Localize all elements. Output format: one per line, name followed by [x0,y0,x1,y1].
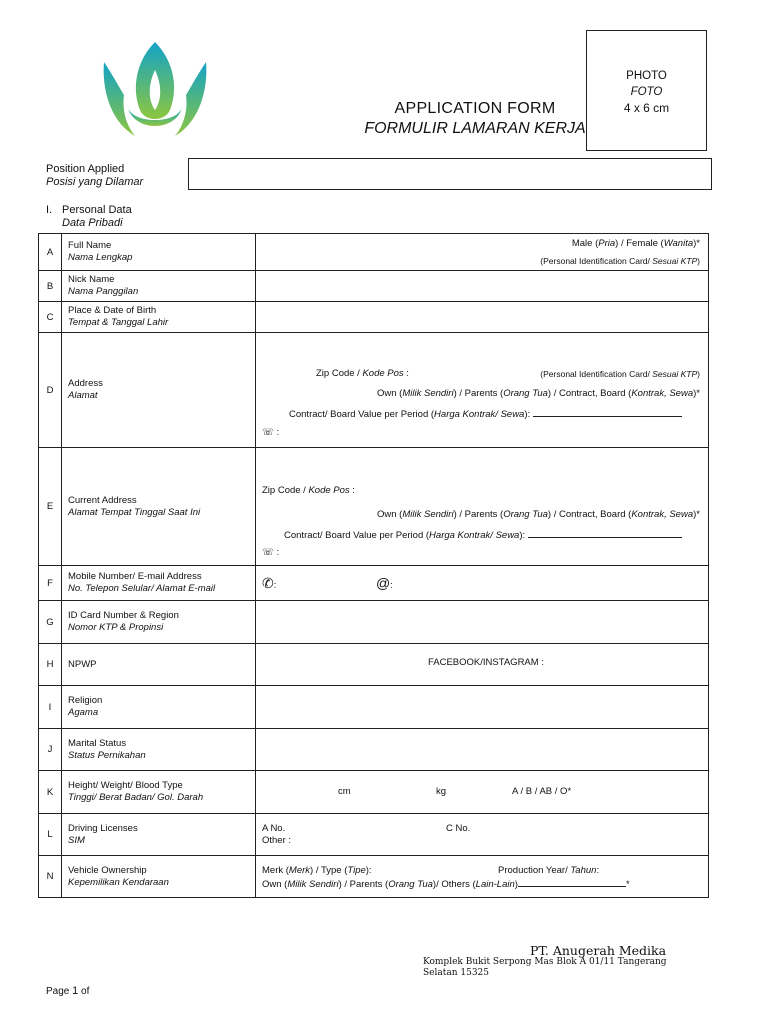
row-letter: I [39,686,62,729]
ktp-note [540,369,700,379]
row-religion [39,686,709,729]
own-text: Own ( [377,388,403,399]
contract-id: Harga Kontrak/ Sewa [434,409,525,420]
logo-petal-left [104,62,135,136]
gender-text-mid: ) / Female ( [615,238,664,249]
ownership-options[interactable] [377,509,700,520]
logo-petal-right [175,62,206,136]
section-title-id: Data Pribadi [62,217,123,229]
ktp-note-id: Sesuai KTP [652,256,698,266]
ktp-note [540,256,700,266]
phone-sep: : [273,427,280,438]
email-icon: @ [376,575,391,591]
mobile-phone-icon: ✆ [262,575,274,591]
row-label [62,644,256,686]
ktp-note-suffix: ) [697,256,700,266]
contract-text: ): [519,530,526,541]
merk-text: ): [365,865,372,876]
row-address [39,333,709,448]
zip-prefix: Zip Code / [262,485,309,496]
row-label [62,814,256,856]
email-sep: : [390,580,393,591]
label-en: ID Card Number & Region [68,610,179,621]
address-field[interactable] [256,333,709,448]
section-title-en: Personal Data [62,204,132,216]
label-id: Nama Panggilan [68,286,139,297]
title-indonesian: FORMULIR LAMARAN KERJA [364,120,586,137]
own-text: )* [693,509,700,520]
row-contact [39,566,709,601]
license-a-label: A No. [262,823,286,834]
label-en: NPWP [68,658,97,670]
company-address: Komplek Bukit Serpong Mas Blok A 01/11 Tangerang Selatan 15325 [423,957,667,978]
row-license [39,814,709,856]
own-text: Own ( [262,879,288,890]
merk-text: Merk ( [262,865,289,876]
label-id: Tempat & Tanggal Lahir [68,317,169,328]
others-line[interactable] [518,877,626,887]
body-field[interactable] [256,771,709,814]
zip-prefix: Zip Code / [316,368,363,379]
year-text: Production Year/ [498,865,571,876]
position-label-id: Posisi yang Dilamar [46,176,144,188]
weight-unit: kg [436,786,447,797]
row-label [62,566,256,601]
ktp-note-prefix: (Personal Identification Card/ [540,369,653,379]
label-id: Status Pernikahan [68,749,146,761]
merk-id: Merk [288,865,311,876]
row-id-card [39,601,709,644]
row-label [62,771,256,814]
label-id: SIM [68,834,85,846]
own-asterisk: * [625,879,630,890]
year-text: : [596,865,600,876]
own-text: ) [514,879,518,890]
logo-petal-center [136,42,174,119]
row-letter: E [39,448,62,566]
row-current-address [39,448,709,566]
contract-value-line[interactable] [528,528,682,538]
zip-suffix: : [403,368,409,379]
ktp-note-prefix: (Personal Identification Card/ [540,256,653,266]
label-en: Religion [68,695,103,706]
row-label [62,271,256,302]
contract-id: Harga Kontrak/ Sewa [429,530,520,541]
zip-suffix: : [349,485,355,496]
own-text: Own ( [377,509,403,520]
merk-id: Tipe [347,865,366,876]
row-birth [39,302,709,333]
own-id: Lain-Lain [475,879,515,890]
vehicle-year-label [498,865,599,876]
row-letter: F [39,566,62,601]
mobile-field[interactable] [262,575,276,592]
vehicle-merk-label [262,865,372,876]
phone-icon: ☏ [262,427,274,438]
email-field[interactable] [376,575,393,591]
row-label [62,856,256,898]
label-id: Alamat Tempat Tinggal Saat Ini [68,506,201,518]
position-label [46,163,143,189]
label-id: Kepemilikan Kendaraan [68,876,169,888]
contract-text: ): [524,409,531,420]
position-label-en: Position Applied [46,163,125,175]
own-id: Orang Tua [503,388,548,399]
merk-text: ) / Type ( [310,865,348,876]
id-card-field[interactable] [256,601,709,644]
row-full-name [39,234,709,271]
label-en: Full Name [68,240,112,251]
row-letter: B [39,271,62,302]
label-id: No. Telepon Selular/ Alamat E-mail [68,583,216,594]
contract-value [289,407,682,420]
mobile-sep: : [273,580,277,591]
license-field[interactable] [256,814,709,856]
photo-box[interactable] [586,30,707,151]
ktp-note-suffix: ) [697,369,700,379]
own-text: ) / Parents ( [453,388,504,399]
ktp-note-id: Sesuai KTP [652,369,698,379]
section-title [62,204,132,230]
own-id: Milik Sendiri [402,388,454,399]
gender-female-id: Wanita [663,238,694,249]
vehicle-field[interactable] [256,856,709,898]
zip-id: Kode Pos [362,368,404,379]
own-id: Orang Tua [503,509,548,520]
photo-size: 4 x 6 cm [623,101,670,115]
row-label [62,686,256,729]
photo-label-id: FOTO [630,86,663,98]
gender-options[interactable] [572,238,700,249]
own-text: ) / Parents ( [453,509,504,520]
label-id: Agama [68,707,99,718]
current-address-field[interactable] [256,448,709,566]
row-letter: C [39,302,62,333]
own-text: )* [693,388,700,399]
photo-label: PHOTO [626,70,667,82]
row-letter: A [39,234,62,271]
label-id: Alamat [68,390,98,401]
height-unit: cm [338,786,351,797]
row-letter: D [39,333,62,448]
contract-value [284,528,682,541]
own-text: ) / Parents ( [338,879,389,890]
phone-row [262,427,279,438]
own-text: ) / Contract, Board ( [547,388,632,399]
phone-row [262,547,279,558]
zip-code-label [262,485,355,496]
full-name-field[interactable] [256,234,709,271]
label-en: Place & Date of Birth [68,305,157,316]
label-en: Nick Name [68,274,115,285]
row-label [62,448,256,566]
label-id: Nama Lengkap [68,252,133,263]
page-number [46,985,89,997]
vehicle-ownership-options[interactable] [262,877,630,890]
own-id: Kontrak, Sewa [631,509,694,520]
label-en: Vehicle Ownership [68,864,147,876]
row-letter: K [39,771,62,814]
own-id: Milik Sendiri [287,879,339,890]
label-en: Mobile Number/ E-mail Address [68,571,202,582]
year-id: Tahun [570,865,597,876]
ownership-options[interactable] [377,388,700,399]
own-id: Milik Sendiri [402,509,454,520]
license-c-label: C No. [446,823,471,834]
own-text: )/ Others ( [432,879,476,890]
blood-type-options[interactable]: A / B / AB / O* [512,786,572,797]
birth-field[interactable] [256,302,709,333]
page-prefix: Page [46,986,73,997]
row-letter: G [39,601,62,644]
zip-id: Kode Pos [308,485,350,496]
section-number: I. [46,204,53,216]
social-media-label: FACEBOOK/INSTAGRAM : [428,657,544,668]
license-other-label: Other : [262,835,292,846]
zip-code-label [316,368,409,379]
own-id: Kontrak, Sewa [631,388,694,399]
row-marital [39,729,709,771]
row-label [62,234,256,271]
phone-icon: ☏ [262,547,274,558]
label-id: Nomor KTP & Propinsi [68,622,164,633]
row-letter: H [39,644,62,686]
nick-name-field[interactable] [256,271,709,302]
row-vehicle [39,856,709,898]
gender-text: Male ( [571,238,599,249]
label-en: Driving Licenses [68,822,138,834]
label-en: Marital Status [68,737,127,749]
position-input[interactable] [188,158,712,190]
page-num: 1 [72,985,79,997]
row-label [62,333,256,448]
row-body [39,771,709,814]
row-letter: J [39,729,62,771]
label-en: Address [68,378,103,389]
contact-field[interactable] [256,566,709,601]
page-suffix: of [78,986,90,997]
own-text: ) / Contract, Board ( [547,509,632,520]
religion-field[interactable] [256,686,709,729]
own-id: Orang Tua [388,879,433,890]
title-english: APPLICATION FORM [394,100,556,117]
contract-text: Contract/ Board Value per Period ( [284,530,430,541]
marital-field[interactable] [256,729,709,771]
label-id: Tinggi/ Berat Badan/ Gol. Darah [68,792,204,803]
row-label [62,729,256,771]
row-letter: L [39,814,62,856]
phone-sep: : [273,547,280,558]
row-letter: N [39,856,62,898]
row-npwp [39,644,709,686]
personal-data-table [38,233,709,898]
row-label [62,601,256,644]
row-label [62,302,256,333]
label-en: Height/ Weight/ Blood Type [68,780,183,791]
contract-text: Contract/ Board Value per Period ( [289,409,435,420]
label-en: Current Address [68,494,137,506]
row-nick-name [39,271,709,302]
npwp-field[interactable] [256,644,709,686]
company-logo [100,40,210,140]
contract-value-line[interactable] [533,407,682,417]
gender-suffix: )* [693,238,700,249]
gender-male-id: Pria [598,238,616,249]
company-name: PT. Anugerah Medika [530,943,667,958]
